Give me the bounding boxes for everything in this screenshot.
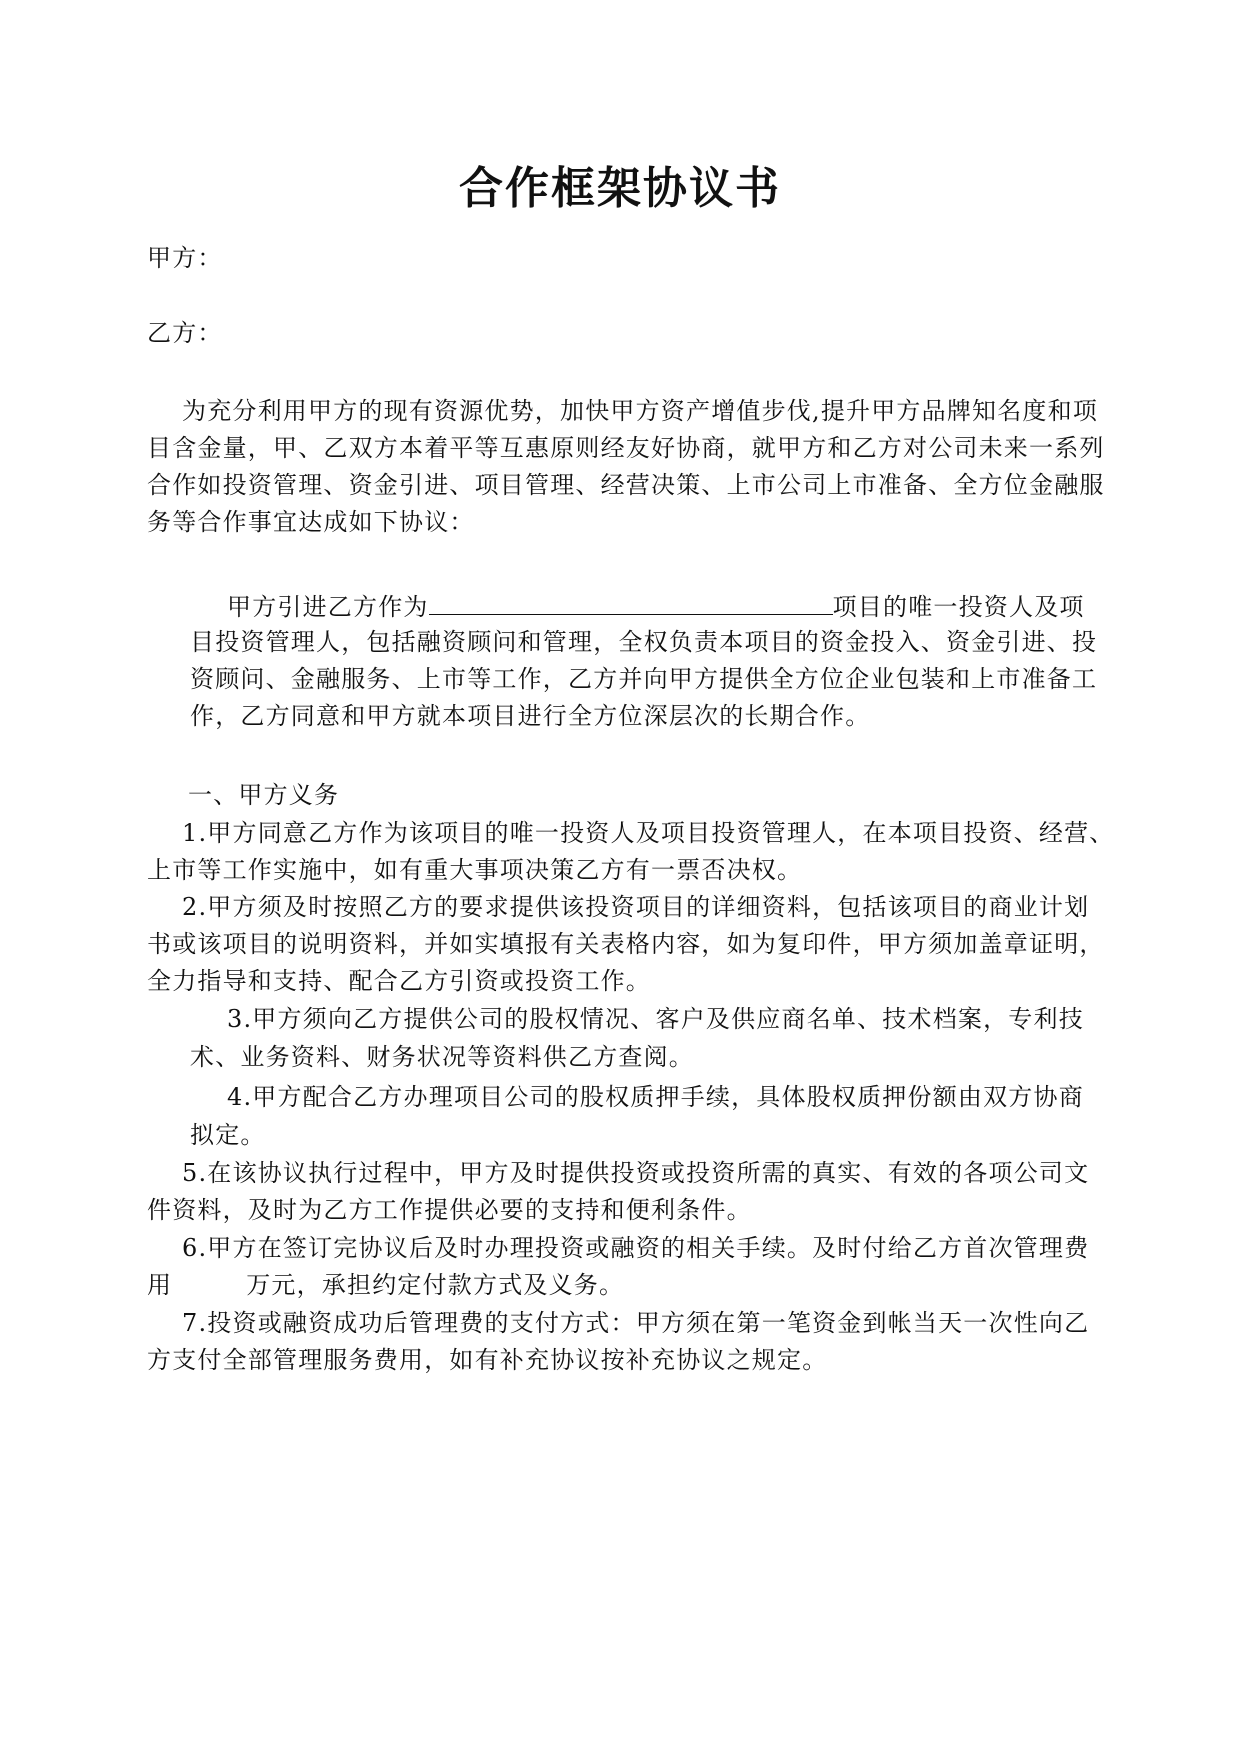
obligation-item-1: 上市等工作实施中，如有重大事项决策乙方有一票否决权。: [147, 856, 803, 884]
fee-prefix: 用: [147, 1271, 173, 1299]
obligation-item-4: 拟定。: [190, 1121, 266, 1149]
fee-suffix: 万元，承担约定付款方式及义务。: [246, 1271, 625, 1299]
project-clause-line: 作，乙方同意和甲方就本项目进行全方位深层次的长期合作。: [190, 702, 871, 730]
document-title: 合作框架协议书: [459, 163, 781, 214]
obligation-item-7: 7.投资或融资成功后管理费的支付方式：甲方须在第一笔资金到帐当天一次性向乙: [182, 1309, 1090, 1337]
project-clause-text-before: 甲方引进乙方作为: [227, 593, 429, 621]
obligation-item-2: 全力指导和支持、配合乙方引资或投资工作。: [147, 967, 651, 995]
project-clause-line: 目投资管理人，包括融资顾问和管理，全权负责本项目的资金投入、资金引进、投: [190, 628, 1098, 656]
obligation-item-5: 件资料，及时为乙方工作提供必要的支持和便利条件。: [147, 1196, 752, 1224]
obligation-item-2: 书或该项目的说明资料，并如实填报有关表格内容，如为复印件，甲方须加盖章证明，: [147, 930, 1105, 958]
party-a-label: 甲方：: [147, 244, 223, 272]
intro-line: 为充分利用甲方的现有资源优势，加快甲方资产增值步伐,提升甲方品牌知名度和项: [182, 397, 1099, 425]
intro-line: 务等合作事宜达成如下协议：: [147, 508, 475, 536]
obligation-item-7: 方支付全部管理服务费用，如有补充协议按补充协议之规定。: [147, 1346, 828, 1374]
obligation-item-3: 3.甲方须向乙方提供公司的股权情况、客户及供应商名单、技术档案，专利技: [227, 1005, 1084, 1033]
project-clause-text-after: 项目的唯一投资人及项: [832, 593, 1085, 621]
obligation-item-2: 2.甲方须及时按照乙方的要求提供该投资项目的详细资料，包括该项目的商业计划: [182, 893, 1090, 921]
project-name-blank[interactable]: [429, 590, 833, 615]
obligation-item-6: 6.甲方在签订完协议后及时办理投资或融资的相关手续。及时付给乙方首次管理费: [182, 1234, 1090, 1262]
intro-line: 目含金量，甲、乙双方本着平等互惠原则经友好协商，就甲方和乙方对公司未来一系列: [147, 434, 1105, 462]
section-heading: 一、甲方义务: [188, 781, 340, 809]
obligation-item-6-amount-line: [147, 1270, 624, 1300]
intro-line: 合作如投资管理、资金引进、项目管理、经营决策、上市公司上市准备、全方位金融服: [147, 471, 1105, 499]
obligation-item-3: 术、业务资料、财务状况等资料供乙方查阅。: [190, 1043, 694, 1071]
project-clause-first-line: [227, 590, 1085, 622]
obligation-item-1: 1.甲方同意乙方作为该项目的唯一投资人及项目投资管理人，在本项目投资、经营、: [182, 819, 1115, 847]
party-b-label: 乙方：: [147, 319, 223, 347]
obligation-item-4: 4.甲方配合乙方办理项目公司的股权质押手续，具体股权质押份额由双方协商: [227, 1083, 1084, 1111]
project-clause-line: 资顾问、金融服务、上市等工作，乙方并向甲方提供全方位企业包装和上市准备工: [190, 665, 1098, 693]
obligation-item-5: 5.在该协议执行过程中，甲方及时提供投资或投资所需的真实、有效的各项公司文: [182, 1159, 1090, 1187]
